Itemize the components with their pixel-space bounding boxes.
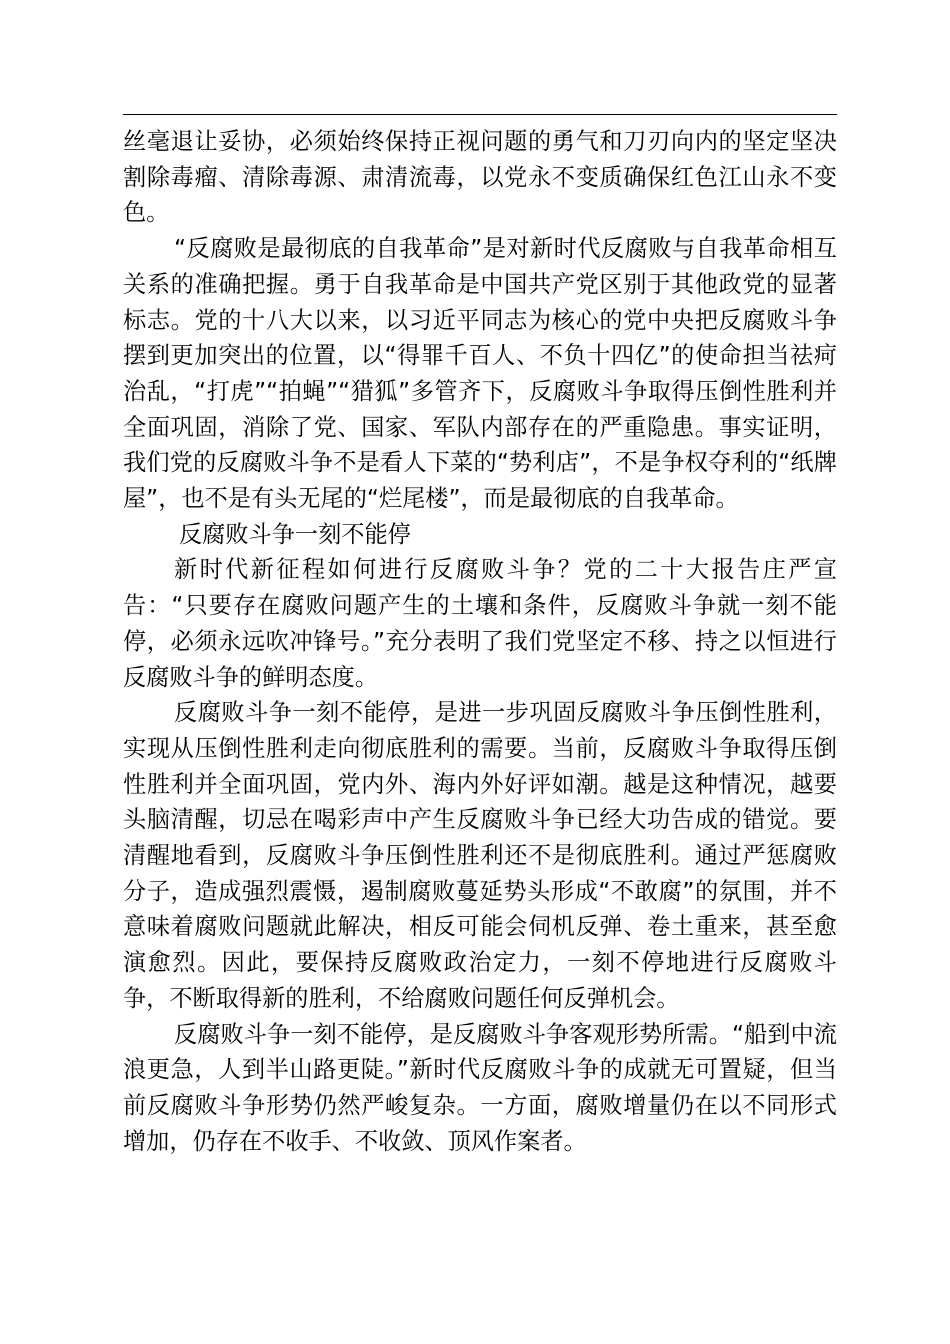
- paragraph-4: 反腐败斗争一刻不能停，是进一步巩固反腐败斗争压倒性胜利，实现从压倒性胜利走向彻底胜利的需要。当前，反腐败斗争取得压倒性胜利并全面巩固，党内外、海内外好评如潮。越是这种情况，越要头脑清醒，切忌在喝彩声中产生反腐败斗争已经大功告成的错觉。要清醒地看到，反腐败斗争压倒性胜利还不是彻底胜利。通过严惩腐败分子，造成强烈震慑，遏制腐败蔓延势头形成“不敢腐”的氛围，并不意味着腐败问题就此解决，相反可能会伺机反弹、卷土重来，甚至愈演愈烈。因此，要保持反腐败政治定力，一刻不停地进行反腐败斗争，不断取得新的胜利，不给腐败问题任何反弹机会。: [123, 699, 837, 1012]
- header-rule: [123, 114, 837, 115]
- paragraph-2: “反腐败是最彻底的自我革命”是对新时代反腐败与自我革命相互关系的准确把握。勇于自我革命是中国共产党区别于其他政党的显著标志。党的十八大以来，以习近平同志为核心的党中央把反腐败斗争摆到更加突出的位置，以“得罪千百人、不负十四亿”的使命担当祛疴治乱，“打虎”“拍蝇”“猎狐”多管齐下，反腐败斗争取得压倒性胜利并全面巩固，消除了党、国家、军队内部存在的严重隐患。事实证明，我们党的反腐败斗争不是看人下菜的“势利店”，不是争权夺利的“纸牌屋”，也不是有头无尾的“烂尾楼”，而是最彻底的自我革命。: [123, 235, 837, 513]
- paragraph-1: 丝毫退让妥协，必须始终保持正视问题的勇气和刀刃向内的坚定坚决割除毒瘤、清除毒源、肃清流毒，以党永不变质确保红色江山永不变色。: [123, 128, 837, 227]
- section-heading: 反腐败斗争一刻不能停: [179, 520, 411, 548]
- document-page: [123, 0, 837, 1344]
- document-body: [123, 124, 837, 1159]
- paragraph-3: 新时代新征程如何进行反腐败斗争？党的二十大报告庄严宣告：“只要存在腐败问题产生的土壤和条件，反腐败斗争就一刻不能停，必须永远吹冲锋号。”充分表明了我们党坚定不移、持之以恒进行反腐败斗争的鲜明态度。: [123, 556, 837, 691]
- paragraph-5: 反腐败斗争一刻不能停，是反腐败斗争客观形势所需。“船到中流浪更急，人到半山路更陡。”新时代反腐败斗争的成就无可置疑，但当前反腐败斗争形势仍然严峻复杂。一方面，腐败增量仍在以不同形式增加，仍存在不收手、不收敛、顶风作案者。: [123, 1020, 837, 1155]
